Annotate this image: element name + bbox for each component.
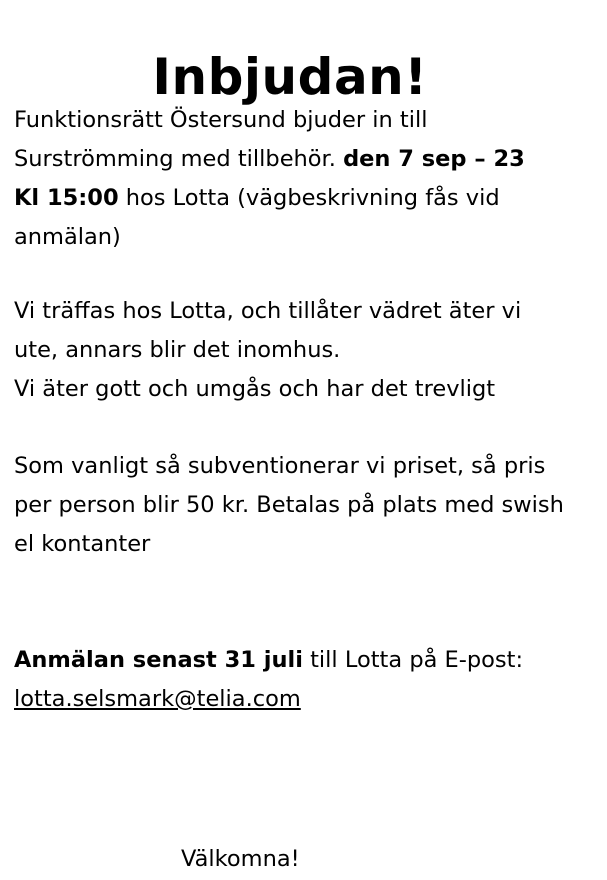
intro-line-4 xyxy=(14,218,599,257)
page-title: Inbjudan! xyxy=(152,47,428,106)
venue-line-2: ute, annars blir det inomhus. xyxy=(14,337,341,363)
intro-line-1 xyxy=(14,101,599,140)
registration-line-1 xyxy=(14,641,599,680)
venue-line-1: Vi träffas hos Lotta, och tillåter vädret äter vi xyxy=(14,298,522,324)
venue-paragraph xyxy=(14,292,599,409)
intro-text-3: hos Lotta (vägbeskrivning fås vid xyxy=(118,185,500,211)
intro-text-2: Surströmming med tillbehör. xyxy=(14,146,344,172)
registration-paragraph xyxy=(14,641,599,719)
registration-text: till Lotta på E-post: xyxy=(302,647,524,673)
event-intro-paragraph xyxy=(14,101,599,257)
intro-line-3 xyxy=(14,179,599,218)
price-line-2: per person blir 50 kr. Betalas på plats med swish xyxy=(14,492,564,518)
price-line-3: el kontanter xyxy=(14,531,151,557)
email-link[interactable]: lotta.selsmark@telia.com xyxy=(14,686,301,712)
registration-deadline: Anmälan senast 31 juli xyxy=(14,647,303,673)
venue-line-3: Vi äter gott och umgås och har det trevligt xyxy=(14,376,496,402)
event-date: den 7 sep – 23 xyxy=(343,146,525,172)
intro-text-1: Funktionsrätt Östersund bjuder in till xyxy=(14,107,428,133)
price-line-1: Som vanligt så subventionerar vi priset, så pris xyxy=(14,453,546,479)
registration-line-2 xyxy=(14,680,599,719)
price-paragraph xyxy=(14,447,599,564)
intro-line-2 xyxy=(14,140,599,179)
closing-greeting: Välkomna! xyxy=(181,846,300,872)
intro-text-4: anmälan) xyxy=(14,224,121,250)
event-time: Kl 15:00 xyxy=(14,185,119,211)
